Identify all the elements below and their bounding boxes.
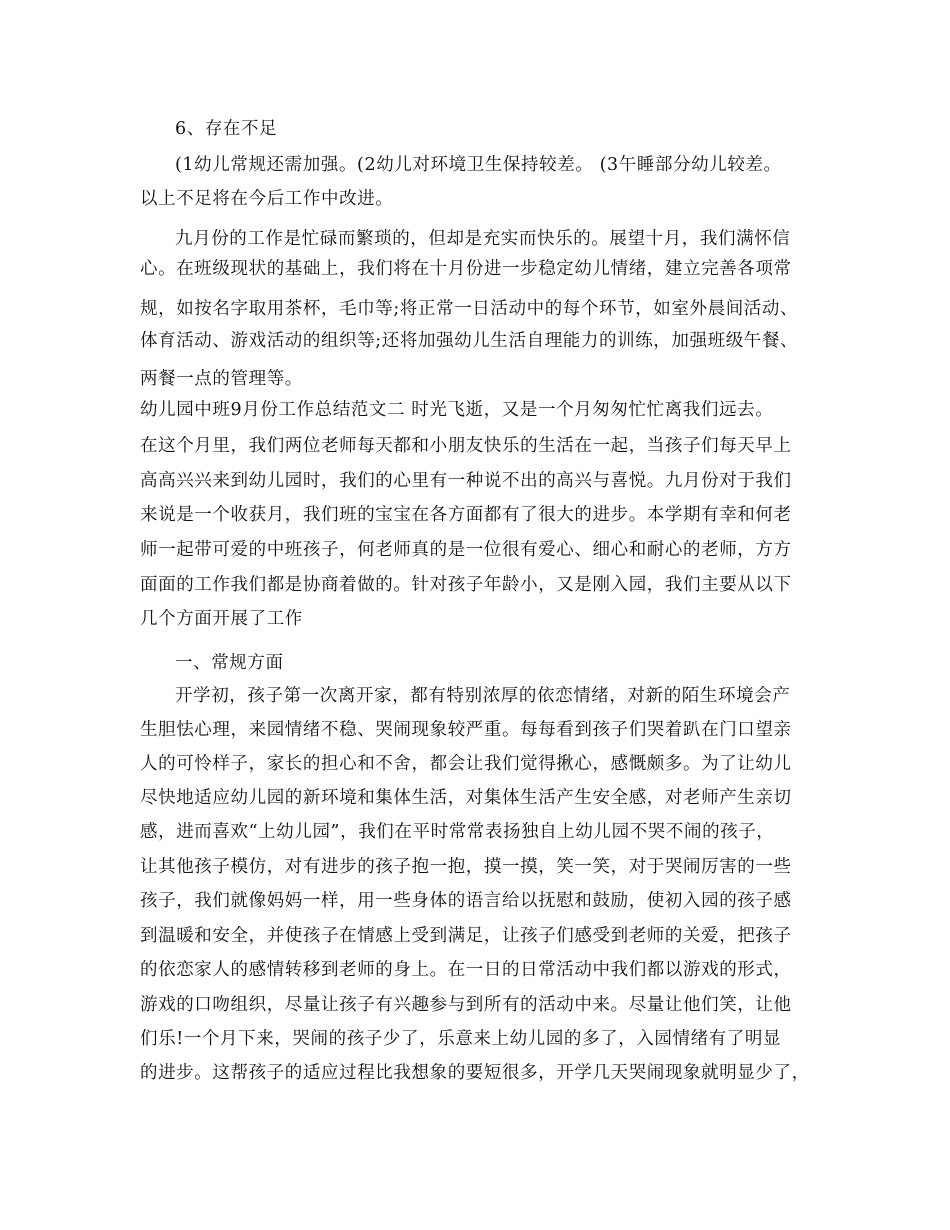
paragraph-line: 开学初，孩子第一次离开家，都有特别浓厚的依恋情绪，对新的陌生环境会产 bbox=[175, 686, 791, 706]
paragraph-line: 游戏的口吻组织，尽量让孩子有兴趣参与到所有的活动中来。尽量让他们笑，让他 bbox=[140, 995, 792, 1015]
paragraph-line: 两餐一点的管理等。 bbox=[140, 369, 303, 389]
article-title-line: 幼儿园中班9月份工作总结范文二 时光飞逝，又是一个月匆匆忙忙离我们远去。 bbox=[140, 400, 774, 420]
paragraph-line: 高高兴兴来到幼儿园时，我们的心里有一种说不出的高兴与喜悦。九月份对于我们 bbox=[140, 471, 792, 491]
paragraph-line: 体育活动、游戏活动的组织等;还将加强幼儿生活自理能力的训练，加强班级午餐、 bbox=[140, 331, 799, 351]
paragraph-line: 师一起带可爱的中班孩子，何老师真的是一位很有爱心、细心和耐心的老师，方方 bbox=[140, 540, 792, 560]
paragraph-line: 的依恋家人的感情转移到老师的身上。在一日的日常活动中我们都以游戏的形式， bbox=[140, 960, 792, 980]
paragraph-line: 让其他孩子模仿，对有进步的孩子抱一抱，摸一摸，笑一笑，对于哭闹厉害的一些 bbox=[140, 857, 792, 877]
paragraph-line: 人的可怜样子，家长的担心和不舍，都会让我们觉得揪心，感慨颇多。为了让幼儿 bbox=[140, 754, 792, 774]
paragraph-line: 的进步。这帮孩子的适应过程比我想象的要短很多，开学几天哭闹现象就明显少了， bbox=[140, 1063, 810, 1083]
paragraph-line: 在这个月里，我们两位老师每天都和小朋友快乐的生活在一起，当孩子们每天早上 bbox=[140, 436, 792, 456]
section-heading-shortcomings: 6、存在不足 bbox=[175, 119, 278, 139]
paragraph-line: 到温暖和安全，并使孩子在情感上受到满足，让孩子们感受到老师的关爱，把孩子 bbox=[140, 926, 792, 946]
paragraph-line: 来说是一个收获月，我们班的宝宝在各方面都有了很大的进步。本学期有幸和何老 bbox=[140, 505, 792, 525]
paragraph-line: 几个方面开展了工作 bbox=[140, 609, 303, 629]
paragraph-line: 孩子，我们就像妈妈一样，用一些身体的语言给以抚慰和鼓励，使初入园的孩子感 bbox=[140, 891, 792, 911]
paragraph-line: 规，如按名字取用茶杯，毛巾等;将正常一日活动中的每个环节，如室外晨间活动、 bbox=[140, 299, 799, 319]
paragraph-line: 九月份的工作是忙碌而繁琐的，但却是充实而快乐的。展望十月，我们满怀信 bbox=[175, 229, 791, 249]
paragraph-line: 生胆怯心理，来园情绪不稳、哭闹现象较严重。每每看到孩子们哭着趴在门口望亲 bbox=[140, 720, 792, 740]
paragraph-line: 面面的工作我们都是协商着做的。针对孩子年龄小，又是刚入园，我们主要从以下 bbox=[140, 575, 792, 595]
paragraph-line: (1幼儿常规还需加强。(2幼儿对环境卫生保持较差。 (3午睡部分幼儿较差。 bbox=[175, 155, 782, 175]
section-heading-routine: 一、常规方面 bbox=[175, 653, 284, 673]
paragraph-line: 心。在班级现状的基础上，我们将在十月份进一步稳定幼儿情绪，建立完善各项常 bbox=[140, 259, 792, 279]
paragraph-line: 感，进而喜欢“上幼儿园”，我们在平时常常表扬独自上幼儿园不哭不闹的孩子， bbox=[140, 822, 775, 842]
paragraph-line: 们乐!一个月下来，哭闹的孩子少了，乐意来上幼儿园的多了，入园情绪有了明显 bbox=[140, 1029, 782, 1049]
paragraph-line: 以上不足将在今后工作中改进。 bbox=[140, 189, 394, 209]
paragraph-line: 尽快地适应幼儿园的新环境和集体生活，对集体生活产生安全感，对老师产生亲切 bbox=[140, 788, 792, 808]
